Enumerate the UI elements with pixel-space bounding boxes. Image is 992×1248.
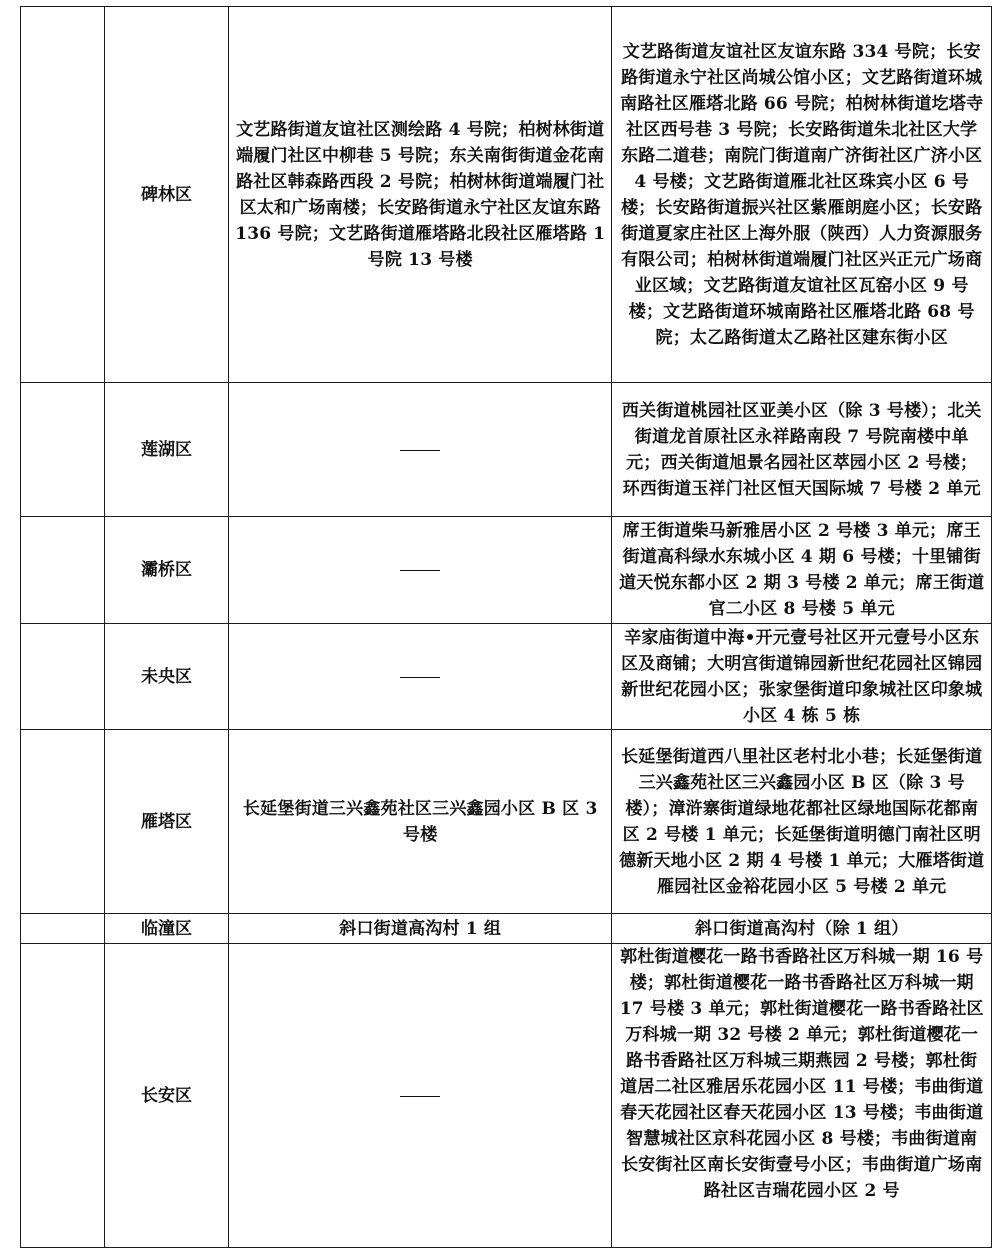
mid-risk-cell bbox=[612, 383, 992, 517]
high-risk-cell bbox=[228, 7, 611, 383]
high-risk-text: 斜口街道高沟村 1 组 bbox=[339, 918, 502, 939]
high-risk-cell bbox=[228, 517, 611, 624]
dash-placeholder bbox=[400, 1096, 440, 1097]
mid-risk-text: 郭杜街道樱花一路书香路社区万科城一期 16 号楼；郭杜街道樱花一路书香路社区万科城一期 17 号楼 3 单元；郭杜街道樱花一路书香路社区万科城一期 32 号楼 2 单元；郭杜街道樱花一路书香路社区万科城三期燕园 2 号楼；郭杜街道居二社区雅居乐花园小区 11 号楼；韦曲街道春天花园社区春天花园小区 13 号楼；韦曲街道智慧城社区京科花园小区 8 号楼；韦曲街道南长安街社区南长安街壹号小区；韦曲街道广场南路社区吉瑞花园小区 2 号 bbox=[619, 947, 984, 1201]
district-cell: 临潼区 bbox=[105, 914, 229, 944]
district-cell: 莲湖区 bbox=[105, 383, 229, 517]
district-cell: 碑林区 bbox=[105, 7, 229, 383]
high-risk-text: 长延堡街道三兴鑫苑社区三兴鑫园小区 B 区 3 号楼 bbox=[242, 798, 598, 845]
mid-risk-text: 席王街道柴马新雅居小区 2 号楼 3 单元；席王街道高科绿水东城小区 4 期 6 号楼；十里铺街道天悦东都小区 2 期 3 号楼 2 单元；席王街道官二小区 8 号楼 5 单元 bbox=[619, 521, 985, 619]
dash-placeholder bbox=[400, 450, 440, 451]
high-risk-text: 文艺路街道友谊社区测绘路 4 号院；柏树林街道端履门社区中柳巷 5 号院；东关南街街道金花南路社区韩森路西段 2 号院；柏树林街道端履门社区太和广场南楼；长安路街道永宁社区友谊东路 136 号院；文艺路街道雁塔路北段社区雁塔路 1 号院 13 号楼 bbox=[235, 119, 606, 270]
mid-risk-cell bbox=[612, 944, 992, 1248]
mid-risk-text: 西关街道桃园社区亚美小区（除 3 号楼）；北关街道龙首原社区永祥路南段 7 号院南楼中单元；西关街道旭景名园社区萃园小区 2 号楼；环西街道玉祥门社区恒天国际城 7 号楼 2 单元 bbox=[621, 400, 982, 499]
table-row bbox=[21, 914, 992, 944]
index-cell bbox=[21, 517, 105, 624]
mid-risk-text: 长延堡街道西八里社区老村北小巷；长延堡街道三兴鑫苑社区三兴鑫园小区 B 区（除 3 号楼）；漳浒寨街道绿地花都社区绿地国际花都南区 2 号楼 1 单元；长延堡街道明德门南社区明德新天地小区 2 期 4 号楼 1 单元；大雁塔街道雁园社区金裕花园小区 5 号楼 2 单元 bbox=[619, 746, 985, 897]
mid-risk-text: 辛家庙街道中海•开元壹号社区开元壹号小区东区及商铺；大明宫街道锦园新世纪花园社区锦园新世纪花园小区；张家堡街道印象城社区印象城小区 4 栋 5 栋 bbox=[621, 627, 983, 726]
mid-risk-text: 斜口街道高沟村（除 1 组） bbox=[694, 918, 909, 939]
mid-risk-cell bbox=[612, 7, 992, 383]
high-risk-cell bbox=[228, 730, 611, 914]
mid-risk-text: 文艺路街道友谊社区友谊东路 334 号院；长安路街道永宁社区尚城公馆小区；文艺路街道环城南路社区雁塔北路 66 号院；柏树林街道圪塔寺社区西号巷 3 号院；长安路街道朱北社区大学东路二道巷；南院门街道南广济街社区广济小区 4 号楼；文艺路街道雁北社区珠宾小区 6 号楼；长安路街道振兴社区紫雁朗庭小区；长安路街道夏家庄社区上海外服（陕西）人力资源服务有限公司；柏树林街道端履门社区兴正元广场商业区域；文艺路街道友谊社区瓦窑小区 9 号楼；文艺路街道环城南路社区雁塔北路 68 号院；太乙路街道太乙路社区建东街小区 bbox=[620, 41, 984, 348]
district-cell: 未央区 bbox=[105, 624, 229, 730]
index-cell bbox=[21, 383, 105, 517]
table-row bbox=[21, 517, 992, 624]
district-cell: 长安区 bbox=[105, 944, 229, 1248]
table-row bbox=[21, 383, 992, 517]
high-risk-cell bbox=[228, 624, 611, 730]
index-cell bbox=[21, 7, 105, 383]
index-cell bbox=[21, 914, 105, 944]
table-row bbox=[21, 944, 992, 1248]
high-risk-cell bbox=[228, 383, 611, 517]
index-cell bbox=[21, 624, 105, 730]
mid-risk-cell bbox=[612, 730, 992, 914]
index-cell bbox=[21, 944, 105, 1248]
risk-area-table bbox=[20, 6, 992, 1248]
dash-placeholder bbox=[400, 677, 440, 678]
mid-risk-cell bbox=[612, 914, 992, 944]
dash-placeholder bbox=[400, 570, 440, 571]
mid-risk-cell bbox=[612, 517, 992, 624]
index-cell bbox=[21, 730, 105, 914]
district-cell: 灞桥区 bbox=[105, 517, 229, 624]
table-row bbox=[21, 624, 992, 730]
table-row bbox=[21, 7, 992, 383]
district-cell: 雁塔区 bbox=[105, 730, 229, 914]
high-risk-cell bbox=[228, 914, 611, 944]
high-risk-cell bbox=[228, 944, 611, 1248]
mid-risk-cell bbox=[612, 624, 992, 730]
table-row bbox=[21, 730, 992, 914]
